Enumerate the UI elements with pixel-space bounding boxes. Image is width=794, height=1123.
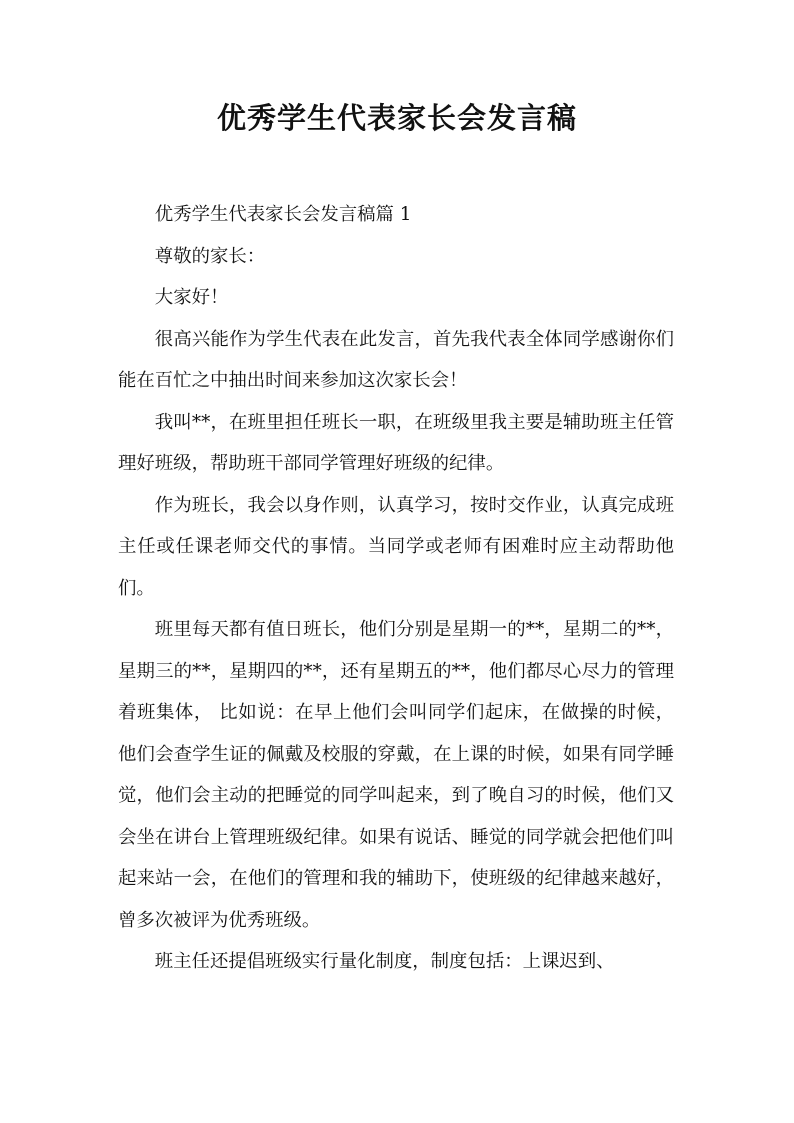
paragraph-section-heading: 优秀学生代表家长会发言稿篇 1 xyxy=(154,204,412,225)
paragraph-introduction: 我叫**，在班里担任班长一职，在班级里我主要是辅助班主任管理好班级，帮助班干部同学管理好班级的纪律。 xyxy=(118,411,674,474)
paragraph-quantification: 班主任还提倡班级实行量化制度，制度包括：上课迟到、 xyxy=(154,951,615,972)
paragraph-opening: 很高兴能作为学生代表在此发言，首先我代表全体同学感谢你们能在百忙之中抽出时间来参加这次家长会！ xyxy=(118,328,674,391)
document-body xyxy=(118,194,674,983)
paragraph-greeting: 大家好！ xyxy=(154,287,229,308)
paragraph-duties: 作为班长，我会以身作则，认真学习，按时交作业，认真完成班主任或任课老师交代的事情。当同学或老师有困难时应主动帮助他们。 xyxy=(118,494,674,599)
document-title: 优秀学生代表家长会发言稿 xyxy=(216,101,577,135)
paragraph-salutation: 尊敬的家长： xyxy=(154,245,266,267)
paragraph-duty-monitors: 班里每天都有值日班长，他们分别是星期一的**，星期二的**，星期三的**，星期四的**，还有星期五的**，他们都尽心尽力的管理着班集体， 比如说：在早上他们会叫同学们起床，在做操的时候，他们会查学生证的佩戴及校服的穿戴，在上课的时候，如果有同学睡觉，他们会主动的把睡觉的同学叫起来，到了晚自习的时候，他们又会坐在讲台上管理班级纪律。如果有说话、睡觉的同学就会把他们叫起来站一会，在他们的管理和我的辅助下，使班级的纪律越来越好，曾多次被评为优秀班级。 xyxy=(118,619,674,931)
